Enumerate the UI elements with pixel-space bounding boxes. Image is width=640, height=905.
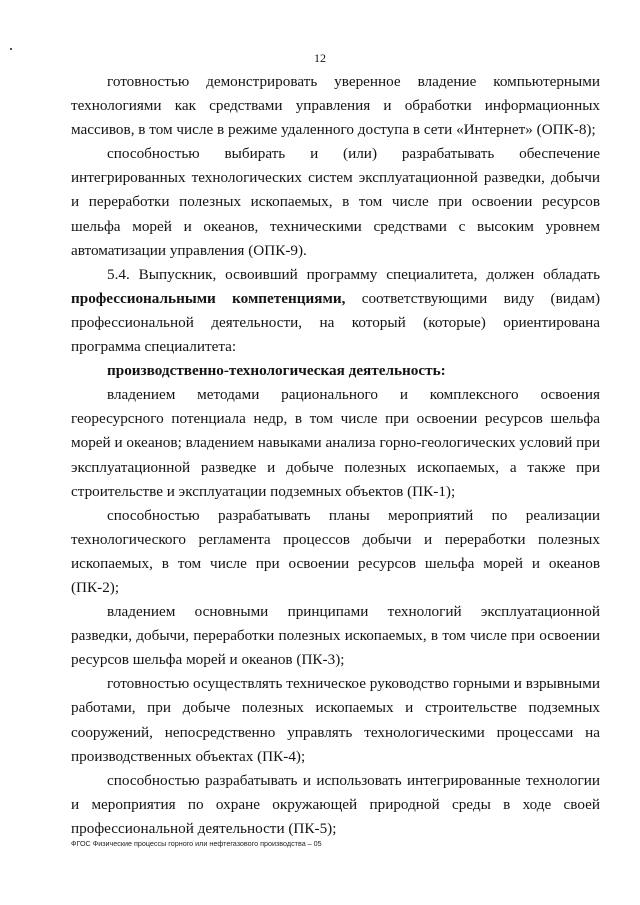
paragraph-pk-2: способностью разрабатывать планы мероприятий по реализации технологического регламента процессов добычи и переработки полезных ископаемых, в том числе при освоении ресурсов шельфа морей и океанов (ПК-2);	[71, 506, 600, 596]
paragraph-5-4	[71, 263, 600, 359]
paragraph-opk-8: готовностью демонстрировать уверенное владение компьютерными технологиями как средствами управления и обработки информационных массивов, в том числе в режиме удаленного доступа в сети «Интернет» (ОПК-8);	[71, 73, 600, 139]
paragraph-pk-5: способностью разрабатывать и использовать интегрированные технологии и мероприятия по охране окружающей природной среды в ходе своей профессиональной деятельности (ПК-5);	[71, 771, 600, 837]
document-body	[71, 70, 600, 841]
paragraph-5-4-intro: 5.4. Выпускник, освоивший программу специалитета, должен обладать	[107, 265, 600, 283]
page-footer: ФГОС Физические процессы горного или нефтегазового производства – 05	[71, 839, 322, 848]
paragraph-pk-4: готовностью осуществлять техническое руководство горными и взрывными работами, при добыче полезных ископаемых и строительстве подземных сооружений, непосредственно управлять технологическими процессами на производственных объектах (ПК-4);	[71, 675, 600, 765]
professional-competencies-term: профессиональными компетенциями,	[71, 289, 346, 307]
paragraph-pk-1: владением методами рационального и комплексного освоения георесурсного потенциала недр, в том числе при освоении ресурсов шельфа морей и океанов; владением навыками анализа горно-геологических условий при эксплуатационной разведке и добыче полезных ископаемых, а также при строительстве и эксплуатации подземных объектов (ПК-1);	[71, 386, 600, 500]
paragraph-5-4-rest: соответствующими виду (видам) профессиональной деятельности, на который (которые) ориентирована программа специалитета:	[71, 289, 601, 356]
page-number: 12	[314, 51, 326, 65]
paragraph-pk-3: владением основными принципами технологий эксплуатационной разведки, добычи, переработки полезных ископаемых, в том числе при освоении ресурсов шельфа морей и океанов (ПК-3);	[71, 603, 600, 669]
scan-speck	[10, 48, 12, 50]
section-heading: производственно-технологическая деятельность:	[107, 362, 446, 380]
paragraph-opk-9: способностью выбирать и (или) разрабатывать обеспечение интегрированных технологических систем эксплуатационной разведки, добычи и переработки полезных ископаемых, в том числе при освоении ресурсов шельфа морей и океанов, техническими средствами с высоким уровнем автоматизации управления (ОПК-9).	[71, 145, 600, 259]
